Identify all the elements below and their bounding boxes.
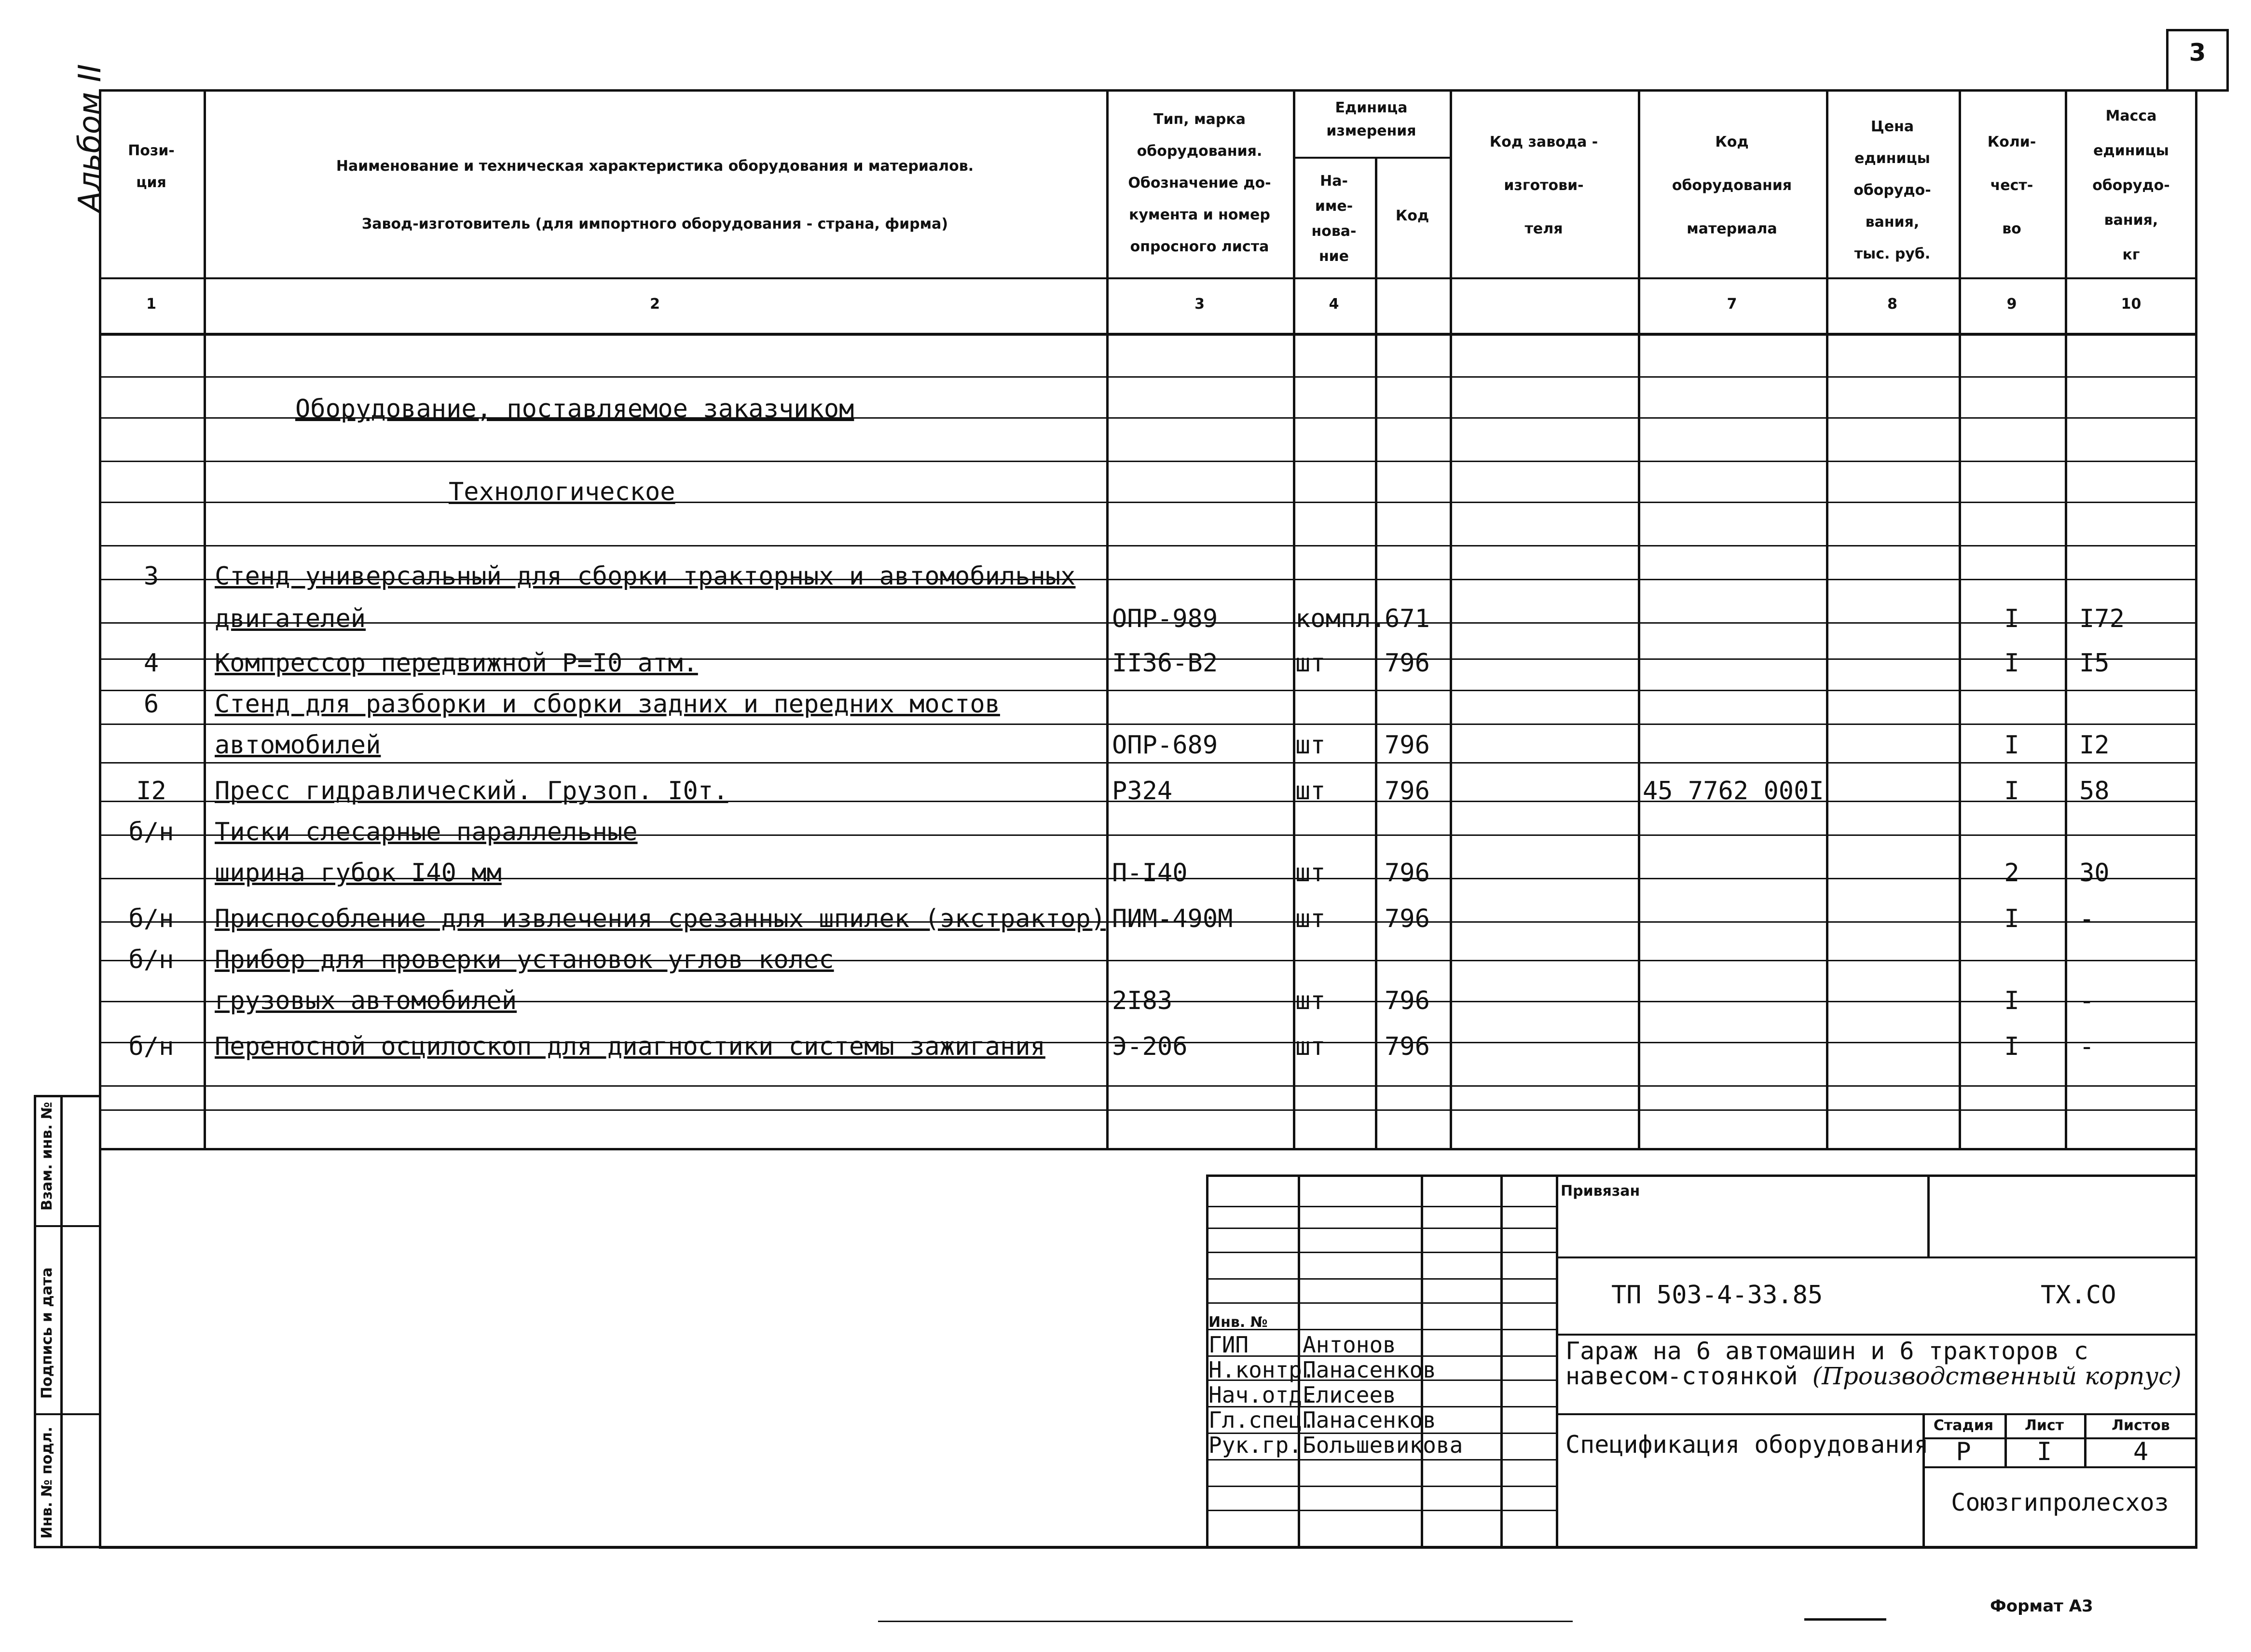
side-stamp-vzam: Взам. инв. № xyxy=(39,1102,55,1211)
column-number: 7 xyxy=(1727,296,1737,313)
row-mass: 30 xyxy=(2079,859,2110,887)
row-type: II36-В2 xyxy=(1112,649,1218,678)
album-label: Альбом II xyxy=(72,64,108,212)
doc-title: Спецификация оборудования xyxy=(1565,1431,1929,1459)
row-quantity: 2 xyxy=(2004,859,2019,887)
row-name: Стенд универсальный для сборки тракторных и автомобильных xyxy=(215,562,1076,591)
doc-code: ТП 503-4-33.85 xyxy=(1611,1281,1823,1310)
row-position: б/н xyxy=(128,945,174,974)
header-unit-group: Единица измерения xyxy=(1326,99,1416,139)
row-quantity: I xyxy=(2004,777,2019,806)
header-type: Тип, марка оборудования. Обозначение до- кумента и номер опросного листа xyxy=(1128,111,1271,255)
format-label: Формат А3 xyxy=(1990,1597,2093,1616)
column-number: 9 xyxy=(2006,296,2017,313)
column-number: 4 xyxy=(1329,296,1339,313)
row-position: 4 xyxy=(143,649,159,678)
row-unit: шт xyxy=(1295,649,1326,678)
row-position: I2 xyxy=(136,777,166,806)
signer-name: Панасенков xyxy=(1303,1407,1436,1433)
row-unit: шт xyxy=(1295,777,1326,806)
row-quantity: I xyxy=(2004,904,2019,933)
row-type: 2I83 xyxy=(1112,986,1173,1015)
row-unit-code: 796 xyxy=(1385,1032,1430,1061)
header-equipment-code: Код оборудования материала xyxy=(1672,134,1792,237)
subsection-title: Технологическое xyxy=(449,478,675,506)
row-unit-code: 796 xyxy=(1385,859,1430,887)
row-unit-code: 796 xyxy=(1385,986,1430,1015)
row-name: Приспособление для извлечения срезанных шпилек (экстрактор) xyxy=(215,904,1106,933)
row-equipment-code: 45 7762 000I xyxy=(1643,777,1824,806)
organization: Союзгипролесхоз xyxy=(1951,1488,2169,1516)
side-stamp-podpis: Подпись и дата xyxy=(39,1267,55,1399)
row-mass: I2 xyxy=(2079,731,2110,760)
column-number: 3 xyxy=(1194,296,1205,313)
row-mass: I72 xyxy=(2079,604,2125,633)
row-position: б/н xyxy=(128,818,174,846)
row-unit: шт xyxy=(1295,904,1326,933)
signer-role: Нач.отд. xyxy=(1208,1382,1316,1408)
sheets-value: 4 xyxy=(2133,1437,2149,1466)
row-unit-code: 671 xyxy=(1385,604,1430,633)
header-unit-code: Код xyxy=(1395,207,1429,224)
stage-label: Стадия xyxy=(1933,1417,1994,1434)
row-unit: шт xyxy=(1295,859,1326,887)
column-number: 8 xyxy=(1887,296,1897,313)
header-plant-code: Код завода - изготови- теля xyxy=(1489,134,1598,237)
signer-role: Рук.гр. xyxy=(1208,1432,1302,1458)
row-name: автомобилей xyxy=(215,731,381,760)
row-name: Компрессор передвижной Р=I0 атм. xyxy=(215,649,698,678)
signer-name: Антонов xyxy=(1303,1332,1396,1358)
header-price: Цена единицы оборудо- вания, тыс. руб. xyxy=(1853,118,1931,262)
row-mass: 58 xyxy=(2079,777,2110,806)
column-number: 1 xyxy=(146,296,156,313)
row-name: Стенд для разборки и сборки задних и передних мостов xyxy=(215,690,1000,719)
header-unit-name: На- име- нова- ние xyxy=(1311,173,1357,265)
row-unit: шт xyxy=(1295,1032,1326,1061)
header-name: Наименование и техническая характеристика оборудования и материалов. Завод-изготовитель (для импортного оборудования - страна, фирма) xyxy=(336,158,974,232)
row-name: Прибор для проверки установок углов колес xyxy=(215,945,834,974)
row-quantity: I xyxy=(2004,986,2019,1015)
row-unit: шт xyxy=(1295,731,1326,760)
signer-role: Н.контр. xyxy=(1208,1357,1316,1383)
sheet-number: 3 xyxy=(2189,39,2206,67)
row-mass: - xyxy=(2079,986,2095,1015)
row-position: б/н xyxy=(128,1032,174,1061)
row-position: 6 xyxy=(143,690,159,719)
row-name: грузовых автомобилей xyxy=(215,986,517,1015)
sheet-label: Лист xyxy=(2024,1417,2064,1434)
row-unit-code: 796 xyxy=(1385,777,1430,806)
sheet-code: ТХ.СО xyxy=(2041,1281,2116,1310)
row-name: Тиски слесарные параллельные xyxy=(215,818,638,846)
row-mass: - xyxy=(2079,904,2095,933)
row-unit: шт xyxy=(1295,986,1326,1015)
header-mass: Масса единицы оборудо- вания, кг xyxy=(2092,108,2170,263)
row-position: 3 xyxy=(143,562,159,591)
section-title: Оборудование, поставляемое заказчиком xyxy=(295,395,854,423)
row-name: Пресс гидравлический. Грузоп. I0т. xyxy=(215,777,728,806)
row-type: Р324 xyxy=(1112,777,1173,806)
row-quantity: I xyxy=(2004,731,2019,760)
row-name: ширина губок I40 мм xyxy=(215,859,502,887)
row-type: Э-206 xyxy=(1112,1032,1188,1061)
header-quantity: Коли- чест- во xyxy=(1987,134,2036,237)
column-number: 10 xyxy=(2121,296,2141,313)
row-name: двигателей xyxy=(215,604,366,633)
row-unit-code: 796 xyxy=(1385,649,1430,678)
row-type: ПИМ-490М xyxy=(1112,904,1233,933)
signer-role: Гл.спец. xyxy=(1208,1407,1316,1433)
row-quantity: I xyxy=(2004,1032,2019,1061)
signer-name: Большевикова xyxy=(1303,1432,1463,1458)
row-mass: I5 xyxy=(2079,649,2110,678)
row-unit: компл. xyxy=(1295,604,1386,633)
row-name: Переносной осцилоскоп для диагностики системы зажигания xyxy=(215,1032,1045,1061)
row-quantity: I xyxy=(2004,649,2019,678)
column-number: 2 xyxy=(650,296,660,313)
row-mass: - xyxy=(2079,1032,2095,1061)
sheets-label: Листов xyxy=(2112,1417,2170,1434)
project-title: Гараж на 6 автомашин и 6 тракторов с навесом-стоянкой (Производственный корпус) xyxy=(1565,1337,2182,1390)
side-stamp-inv-podl: Инв. № подл. xyxy=(39,1426,55,1539)
signer-role: ГИП xyxy=(1208,1332,1249,1358)
header-position: Пози- ция xyxy=(128,142,175,191)
privyazan-label: Привязан xyxy=(1561,1183,1640,1200)
signer-name: Панасенков xyxy=(1303,1357,1436,1383)
row-unit-code: 796 xyxy=(1385,731,1430,760)
row-position: б/н xyxy=(128,904,174,933)
row-type: ОПР-689 xyxy=(1112,731,1218,760)
row-type: П-I40 xyxy=(1112,859,1188,887)
row-quantity: I xyxy=(2004,604,2019,633)
stage-value: Р xyxy=(1956,1437,1971,1466)
sheet-value: I xyxy=(2036,1437,2052,1466)
row-unit-code: 796 xyxy=(1385,904,1430,933)
inv-no-label: Инв. № xyxy=(1208,1314,1268,1331)
signer-name: Елисеев xyxy=(1303,1382,1396,1408)
row-type: ОПР-989 xyxy=(1112,604,1218,633)
